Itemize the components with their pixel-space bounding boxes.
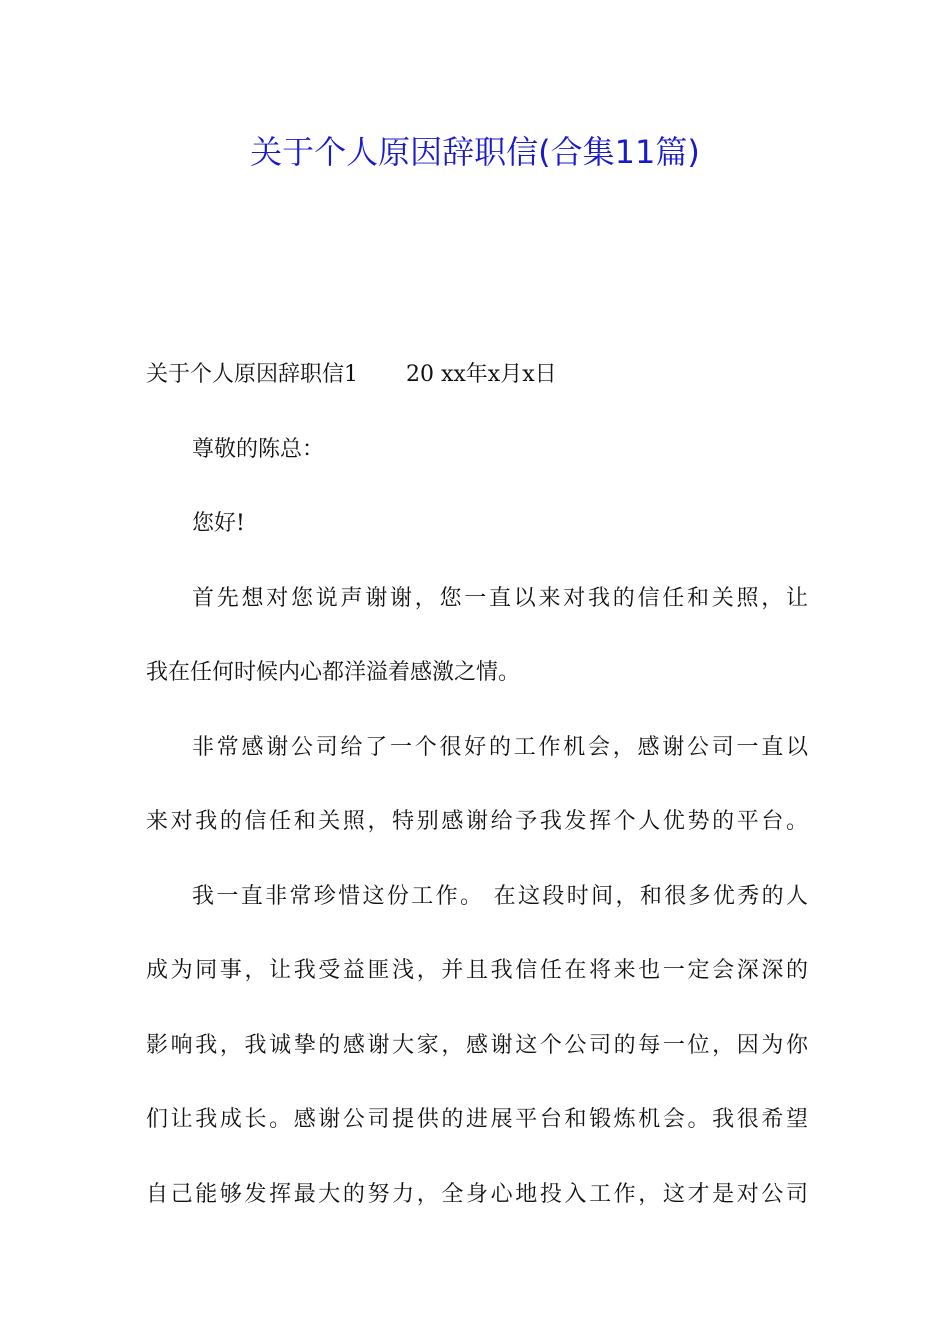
paragraph-line: 自己能够发挥最大的努力，全身心地投入工作，这才是对公司 <box>146 1181 808 1207</box>
document-title: 关于个人原因辞职信(合集11篇) <box>250 133 700 171</box>
paragraph-line: 我在任何时候内心都洋溢着感激之情。 <box>146 660 521 685</box>
greeting: 您好! <box>192 511 245 536</box>
paragraph-line: 来对我的信任和关照，特别感谢给予我发挥个人优势的平台。 <box>146 809 808 834</box>
letter-label: 关于个人原因辞职信1 <box>146 362 358 387</box>
salutation: 尊敬的陈总： <box>192 436 325 462</box>
paragraph-line: 成为同事，让我受益匪浅，并且我信任在将来也一定会深深的 <box>146 958 808 983</box>
letter-heading-line <box>146 338 808 413</box>
paragraph-line: 影响我，我诚挚的感谢大家，感谢这个公司的每一位，因为你 <box>146 1032 808 1058</box>
paragraph-line: 们让我成长。感谢公司提供的进展平台和锻炼机会。我很希望 <box>146 1107 808 1132</box>
paragraph-line: 首先想对您说声谢谢，您一直以来对我的信任和关照，让 <box>192 585 808 611</box>
paragraph-line: 非常感谢公司给了一个很好的工作机会，感谢公司一直以 <box>192 734 808 760</box>
paragraph-line: 我一直非常珍惜这份工作。 在这段时间，和很多优秀的人 <box>192 883 808 909</box>
letter-date: 20 xx年x月x日 <box>406 362 557 387</box>
letter-body <box>146 338 808 1232</box>
